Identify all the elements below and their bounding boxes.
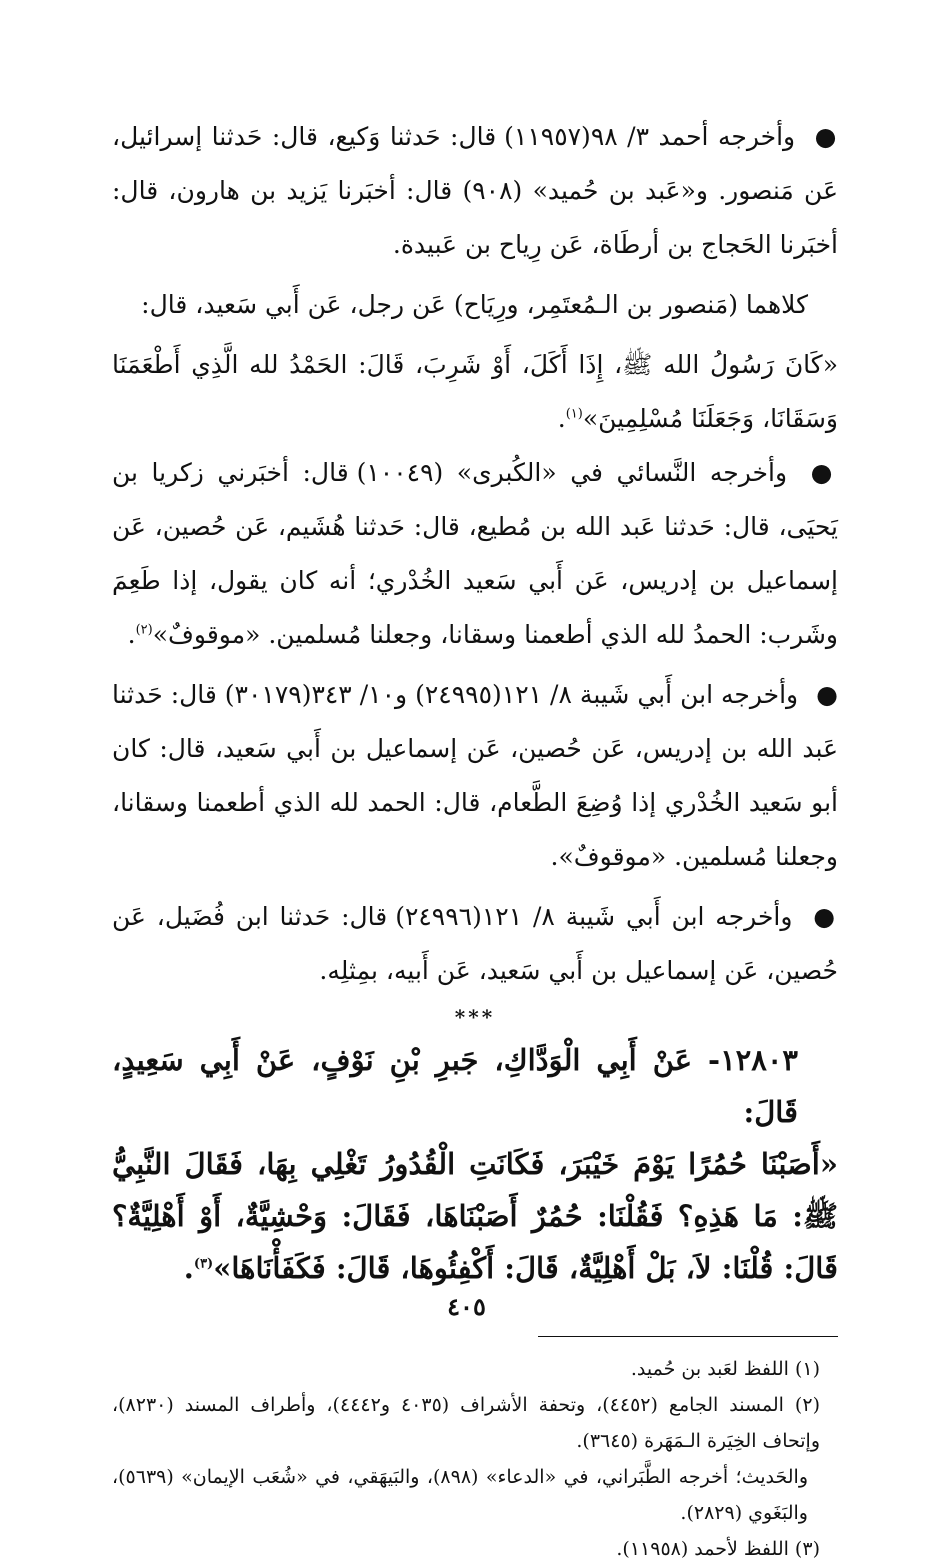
footnote-3: (٣) اللفظ لأحمد (١١٩٥٨).	[616, 1538, 820, 1560]
footnote-1: (١) اللفظ لعَبد بن حُميد.	[630, 1358, 820, 1380]
paragraph-chain-summary	[112, 278, 838, 332]
paragraph-tail: .	[557, 404, 566, 433]
bullet-icon: ●	[813, 902, 838, 931]
paragraph-takhrij-ibn-abi-shayba-2	[112, 890, 838, 998]
section-separator: ***	[454, 1005, 496, 1029]
hadith-tail: .	[183, 1251, 194, 1285]
footnote-divider	[538, 1336, 838, 1337]
paragraph-takhrij-ahmad	[112, 110, 838, 272]
footnote-ref[interactable]: (٢)	[135, 622, 153, 638]
page-number: ٤٠٥	[447, 1292, 486, 1321]
hadith-chain: عَنْ أَبِي الْوَدَّاكِ، جَبرِ بْنِ نَوْفٍ، عَنْ أَبِي سَعِيدٍ، قَالَ:	[112, 1043, 798, 1129]
footnote-ref[interactable]: (١)	[565, 406, 583, 422]
paragraph-takhrij-nasai	[112, 446, 838, 662]
paragraph-tail: .	[127, 620, 136, 649]
paragraph-text: وأخرجه أحمد ٣/ ٩٨(١١٩٥٧) قال: حَدثنا وَكيع، قال: حَدثنا إسرائيل، عَن مَنصور. و«عَبد بن حُميد» (٩٠٨) قال: أخبَرنا يَزيد بن هارون، قال: أخبَرنا الحَجاج بن أرطَاة، عَن رِياح بن عَبيدة.	[112, 122, 838, 259]
paragraph-text: وأخرجه ابن أَبي شَيبة ٨/ ١٢١(٢٤٩٩٥) و١٠/ ٣٤٣(٣٠١٧٩) قال: حَدثنا عَبد الله بن إدريس، عَن حُصين، عَن إسماعيل بن أَبي سَعيد، قال: كان أبو سَعيد الخُدْري إذا وُضِعَ الطَّعام، قال: الحمد لله الذي أطعمنا وسقانا، وجعلنا مُسلمين. «موقوفٌ».	[112, 680, 838, 871]
paragraph-hadith-text-1	[112, 338, 838, 446]
hadith-text: «أَصَبْنَا حُمُرًا يَوْمَ خَيْبَرَ، فَكَانَتِ الْقُدُورُ تَغْلِي بِهَا، فَقَالَ النَّبِيُّ ﷺ: مَا هَذِهِ؟ فَقُلْنَا: حُمُرٌ أَصَبْنَاهَا، فَقَالَ: وَحْشِيَّةٌ، أَوْ أَهْلِيَّةٌ؟ قَالَ: قُلْنَا: لاَ، بَلْ أَهْلِيَّةٌ، قَالَ: أَكْفِئُوهَا، قَالَ: فَكَفَأْنَاهَا»	[112, 1147, 838, 1285]
paragraph-takhrij-ibn-abi-shayba-1	[112, 668, 838, 884]
paragraph-text: كلاهما (مَنصور بن الـمُعتَمِر، ورِيَاح) عَن رجل، عَن أَبي سَعيد، قال:	[141, 290, 808, 319]
hadith-body	[112, 1138, 838, 1294]
hadith-number: ١٢٨٠٣-	[708, 1043, 798, 1077]
paragraph-text: وأخرجه النَّسائي في «الكُبرى» (١٠٠٤٩) قال: أخبَرني زكريا بن يَحيَى، قال: حَدثنا عَبد الله بن مُطيع، قال: حَدثنا هُشَيم، عَن حُصين، عَن إسماعيل بن إدريس، عَن أَبي سَعيد الخُدْري؛ أنه كان يقول، إذا طَعِمَ وشَرب: الحمدُ لله الذي أطعمنا وسقانا، وجعلنا مُسلمين. «موقوفٌ»	[112, 458, 838, 649]
footnote-ref[interactable]: (٣)	[193, 1256, 214, 1272]
footnote-2-continuation: والحَديث؛ أخرجه الطَّبَراني، في «الدعاء» (٨٩٨)، والبَيهَقي، في «شُعَب الإيمان» (٥٦٣٩)، والبَغَوي (٢٨٢٩).	[112, 1466, 808, 1524]
bullet-icon: ●	[810, 458, 838, 487]
paragraph-text: وأخرجه ابن أَبي شَيبة ٨/ ١٢١(٢٤٩٩٦) قال: حَدثنا ابن فُضَيل، عَن حُصين، عَن إسماعيل بن أَبي سَعيد، عَن أَبيه، بمِثلِه.	[112, 902, 838, 985]
bullet-icon: ●	[814, 122, 838, 151]
hadith-heading	[112, 1034, 838, 1138]
bullet-icon: ●	[816, 680, 838, 709]
paragraph-text: «كَانَ رَسُولُ الله ﷺ، إِذَا أَكَلَ، أَوْ شَرِبَ، قَالَ: الحَمْدُ لله الَّذِي أَطْعَمَنَا وَسَقَانَا، وَجَعَلَنَا مُسْلِمِينَ»	[112, 350, 838, 433]
footnote-2: (٢) المسند الجامع (٤٤٥٢)، وتحفة الأشراف (٤٠٣٥ و٤٤٤٢)، وأطراف المسند (٨٢٣٠)، وإتحاف الخِيَرة الـمَهَرة (٣٦٤٥).	[112, 1394, 820, 1452]
